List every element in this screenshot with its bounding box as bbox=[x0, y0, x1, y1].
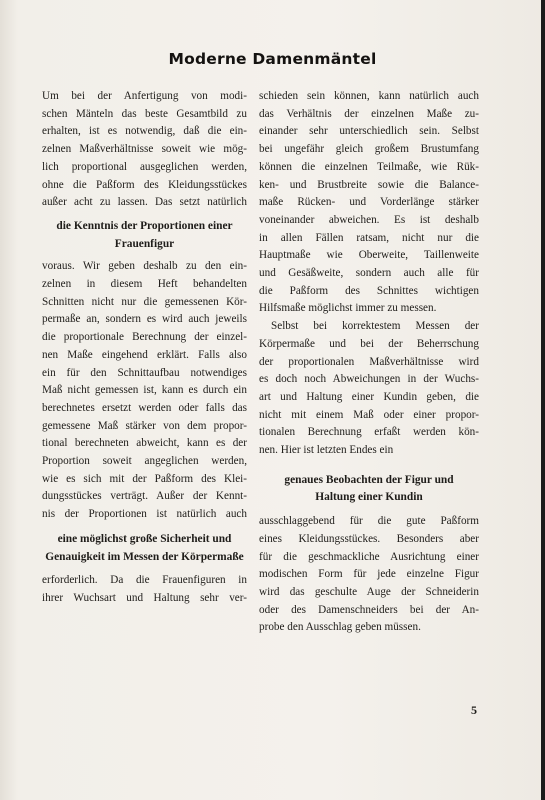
text-line: bei ungefähr gleich großem Brustumfang bbox=[259, 143, 479, 156]
text-line: für die geschmackliche Ausrichtung einer bbox=[259, 550, 479, 563]
left-column bbox=[42, 88, 247, 608]
section-heading bbox=[259, 472, 479, 507]
paragraph bbox=[42, 572, 247, 607]
text-line: permaße an, sondern es wird auch jeweils bbox=[42, 313, 247, 326]
text-line: dungsstückes verträgt. Außer der Kennt- bbox=[42, 490, 247, 503]
text-line: Um bei der Anfertigung von modi- bbox=[42, 90, 247, 102]
text-line: Proportion soweit angeglichen werden, bbox=[42, 455, 247, 468]
text-line: berechnetes ersetzt werden oder falls das bbox=[42, 401, 247, 414]
page-title: Moderne Damenmäntel bbox=[168, 50, 377, 68]
text-line: Hilfsmaße möglichst immer zu messen. bbox=[259, 302, 437, 315]
text-line: wie es sich mit der Paßform des Klei- bbox=[42, 472, 247, 485]
text-line: ohne die Paßform des Kleidungsstückes bbox=[42, 178, 247, 191]
heading-line: Frauenfigur bbox=[114, 237, 175, 250]
heading-line: Haltung einer Kundin bbox=[315, 491, 423, 504]
text-line: wird das geschulte Auge der Schneiderin bbox=[259, 585, 479, 598]
text-line: voneinander abweichen. Es ist deshalb bbox=[259, 213, 479, 226]
paragraph bbox=[259, 318, 479, 460]
text-line: das Verhältnis der einzelnen Maße zu- bbox=[259, 107, 479, 120]
right-column bbox=[259, 88, 479, 637]
text-line: ihrer Wuchsart und Haltung sehr ver- bbox=[42, 591, 247, 604]
text-line: oder des Damenschneiders bei der An- bbox=[259, 603, 479, 616]
text-line: gemessene Maß stärker von dem propor- bbox=[42, 419, 247, 432]
text-line: einander sehr unterschiedlich sein. Selbst bbox=[259, 125, 479, 138]
text-line: nen. Hier ist letzten Endes ein bbox=[259, 444, 394, 457]
text-line: erhalten, ist es notwendig, daß die ein- bbox=[42, 125, 247, 138]
page-number: 5 bbox=[471, 703, 477, 717]
text-line: probe den Ausschlag geben müssen. bbox=[259, 621, 421, 634]
text-line: außer acht zu lassen. Das setzt natürlich bbox=[42, 196, 247, 209]
text-line: Selbst bei korrektestem Messen der bbox=[271, 320, 479, 333]
text-line: maße Rücken- und Vorderlänge stärker bbox=[259, 196, 479, 209]
heading-line: die Kenntnis der Proportionen einer bbox=[56, 219, 233, 232]
text-line: tionalen Berechnung erfaßt werden kön- bbox=[259, 426, 479, 439]
text-line: schieden sein können, kann natürlich auch bbox=[259, 90, 479, 102]
paragraph bbox=[259, 513, 479, 637]
text-line: können die einzelnen Teilmaße, wie Rük- bbox=[259, 160, 479, 173]
text-line: die proportionale Berechnung der einzel- bbox=[42, 331, 247, 344]
text-line: die Paßform des Schnittes wichtigen bbox=[259, 284, 479, 297]
text-line: modischen Form für jede einzelne Figur bbox=[259, 568, 479, 581]
page-edge-shadow bbox=[541, 0, 545, 800]
text-line: Hauptmaße wie Oberweite, Taillenweite bbox=[259, 249, 479, 262]
text-line: zelnen Maßverhältnisse soweit wie mög- bbox=[42, 143, 247, 156]
paragraph bbox=[42, 88, 247, 212]
text-line: ken- und Brustbreite sowie die Balance- bbox=[259, 178, 479, 191]
text-line: zelnen in diesem Heft behandelten bbox=[42, 278, 247, 291]
section-heading bbox=[42, 531, 247, 566]
heading-line: genaues Beobachten der Figur und bbox=[284, 473, 454, 486]
text-line: Maß nicht gemessen ist, kann es durch ein bbox=[42, 384, 247, 397]
text-line: lich proportional ausgeglichen werden, bbox=[42, 160, 247, 173]
paragraph bbox=[259, 88, 479, 318]
text-line: voraus. Wir geben deshalb zu den ein- bbox=[42, 260, 247, 273]
text-line: nis der Proportionen ist natürlich auch bbox=[42, 508, 247, 521]
text-line: nicht mit einem Maß oder einer propor- bbox=[259, 408, 479, 421]
text-line: nen Maße eingehend erklärt. Falls also bbox=[42, 348, 247, 361]
text-line: eines Kleidungsstückes. Besonders aber bbox=[259, 532, 479, 545]
text-line: in allen Fällen ratsam, nicht nur die bbox=[259, 231, 479, 244]
heading-line: Genauigkeit im Messen der Körpermaße bbox=[45, 550, 244, 563]
text-line: der proportionalen Maßverhältnisse wird bbox=[259, 355, 479, 368]
text-line: ausschlaggebend für die gute Paßform bbox=[259, 515, 479, 528]
text-line: und Gesäßweite, sondern auch alle für bbox=[259, 267, 479, 280]
text-line: es doch noch Abweichungen in der Wuchs- bbox=[259, 373, 479, 386]
text-line: tional berechneten abweicht, kann es der bbox=[42, 437, 247, 450]
text-line: erforderlich. Da die Frauenfiguren in bbox=[42, 574, 247, 587]
text-line: art und Haltung einer Kundin geben, die bbox=[259, 390, 479, 403]
text-line: schen Mänteln das beste Gesamtbild zu bbox=[42, 107, 247, 120]
section-heading bbox=[42, 218, 247, 253]
heading-line: eine möglichst große Sicherheit und bbox=[57, 532, 232, 545]
text-line: Körpermaße und bei der Beherrschung bbox=[259, 337, 479, 350]
paragraph bbox=[42, 258, 247, 524]
text-line: Schnitten nicht nur die gemessenen Kör- bbox=[42, 295, 247, 308]
text-line: ein für den Schnittaufbau notwendiges bbox=[42, 366, 247, 379]
